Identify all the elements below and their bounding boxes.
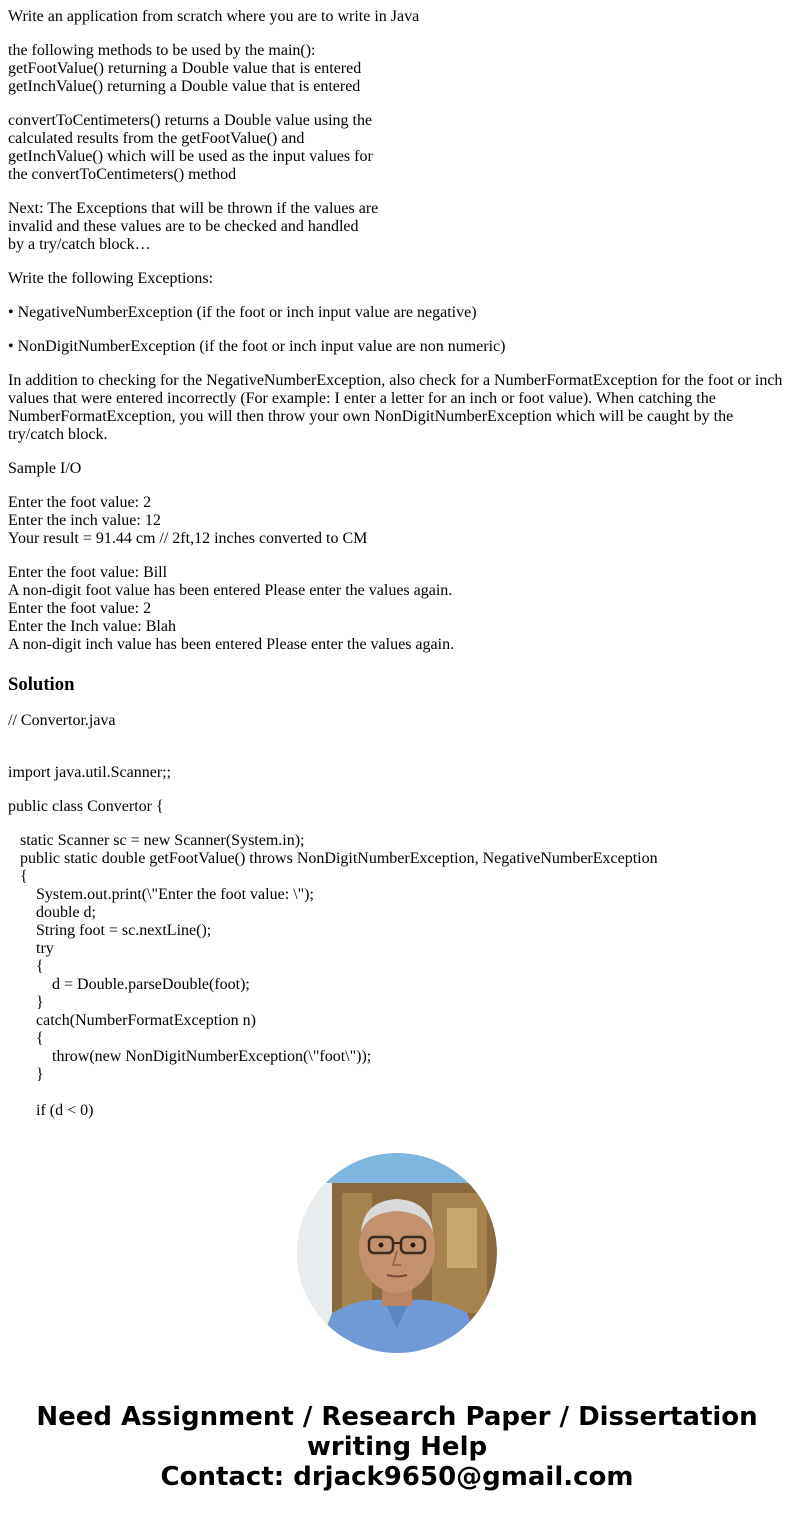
document-body xyxy=(8,8,786,1120)
convert-line: calculated results from the getFootValue() and xyxy=(8,130,305,147)
code-line: catch(NumberFormatException n) xyxy=(8,1012,256,1029)
sample-io-block-1 xyxy=(8,494,786,548)
sample-io-line: Enter the Inch value: Blah xyxy=(8,618,176,635)
convert-line: the convertToCentimeters() method xyxy=(8,166,237,183)
promo-line: Need Assignment / Research Paper / Dissertation xyxy=(36,1402,758,1432)
promo-contact: Contact: drjack9650@gmail.com xyxy=(160,1462,634,1492)
code-line: { xyxy=(8,1030,44,1047)
code-line: throw(new NonDigitNumberException(\"foot\")); xyxy=(8,1048,372,1065)
methods-line: getInchValue() returning a Double value that is entered xyxy=(8,78,361,95)
bullet-negative-exception: • NegativeNumberException (if the foot or inch input value are negative) xyxy=(8,304,477,321)
next-line: invalid and these values are to be checked and handled xyxy=(8,218,359,235)
code-line: } xyxy=(8,994,44,1011)
code-line: double d; xyxy=(8,904,96,921)
code-line: if (d < 0) xyxy=(8,1102,94,1119)
code-line xyxy=(8,1084,786,1102)
code-filename: // Convertor.java xyxy=(8,712,116,729)
promo-line: writing Help xyxy=(306,1432,488,1462)
code-line: public static double getFootValue() throws NonDigitNumberException, NegativeNumberException xyxy=(8,850,658,867)
sample-io-line: Enter the foot value: 2 xyxy=(8,600,152,617)
methods-line: getFootValue() returning a Double value that is entered xyxy=(8,60,362,77)
addition-paragraph: In addition to checking for the NegativeNumberException, also check for a NumberFormatException for the foot or inch values that were entered incorrectly (For example: I enter a letter for an inch or foot value). When catching the NumberFormatException, you will then throw your own NonDigitNumberException which will be caught by the try/catch block. xyxy=(8,372,783,443)
convert-line: convertToCentimeters() returns a Double value using the xyxy=(8,112,373,129)
next-paragraph xyxy=(8,200,786,254)
methods-paragraph xyxy=(8,42,786,96)
sample-io-line: Your result = 91.44 cm // 2ft,12 inches converted to CM xyxy=(8,530,368,547)
convert-paragraph xyxy=(8,112,786,184)
sample-io-block-2 xyxy=(8,564,786,654)
code-import: import java.util.Scanner;; xyxy=(8,764,172,781)
code-block xyxy=(8,832,786,1120)
code-line: try xyxy=(8,940,54,957)
avatar xyxy=(297,1153,497,1353)
code-line: { xyxy=(8,958,44,975)
avatar-photo xyxy=(297,1153,497,1353)
promo-banner xyxy=(0,1402,794,1492)
write-exceptions-text: Write the following Exceptions: xyxy=(8,270,214,287)
code-line: String foot = sc.nextLine(); xyxy=(8,922,212,939)
sample-io-line: A non-digit inch value has been entered Please enter the values again. xyxy=(8,636,455,653)
code-line: { xyxy=(8,868,28,885)
code-line: static Scanner sc = new Scanner(System.in); xyxy=(8,832,305,849)
sample-io-line: A non-digit foot value has been entered Please enter the values again. xyxy=(8,582,453,599)
code-line: d = Double.parseDouble(foot); xyxy=(8,976,250,993)
code-line: } xyxy=(8,1066,44,1083)
solution-heading: Solution xyxy=(8,674,75,695)
bullet-nondigit-exception: • NonDigitNumberException (if the foot or inch input value are non numeric) xyxy=(8,338,506,355)
sample-io-line: Enter the foot value: 2 xyxy=(8,494,152,511)
convert-line: getInchValue() which will be used as the input values for xyxy=(8,148,373,165)
sample-io-label: Sample I/O xyxy=(8,460,82,477)
next-line: Next: The Exceptions that will be thrown if the values are xyxy=(8,200,379,217)
sample-io-line: Enter the foot value: Bill xyxy=(8,564,168,581)
methods-line: the following methods to be used by the main(): xyxy=(8,42,316,59)
code-class-declaration: public class Convertor { xyxy=(8,798,164,815)
sample-io-line: Enter the inch value: 12 xyxy=(8,512,161,529)
intro-text: Write an application from scratch where you are to write in Java xyxy=(8,8,420,25)
code-line: System.out.print(\"Enter the foot value: \"); xyxy=(8,886,314,903)
next-line: by a try/catch block… xyxy=(8,236,151,253)
